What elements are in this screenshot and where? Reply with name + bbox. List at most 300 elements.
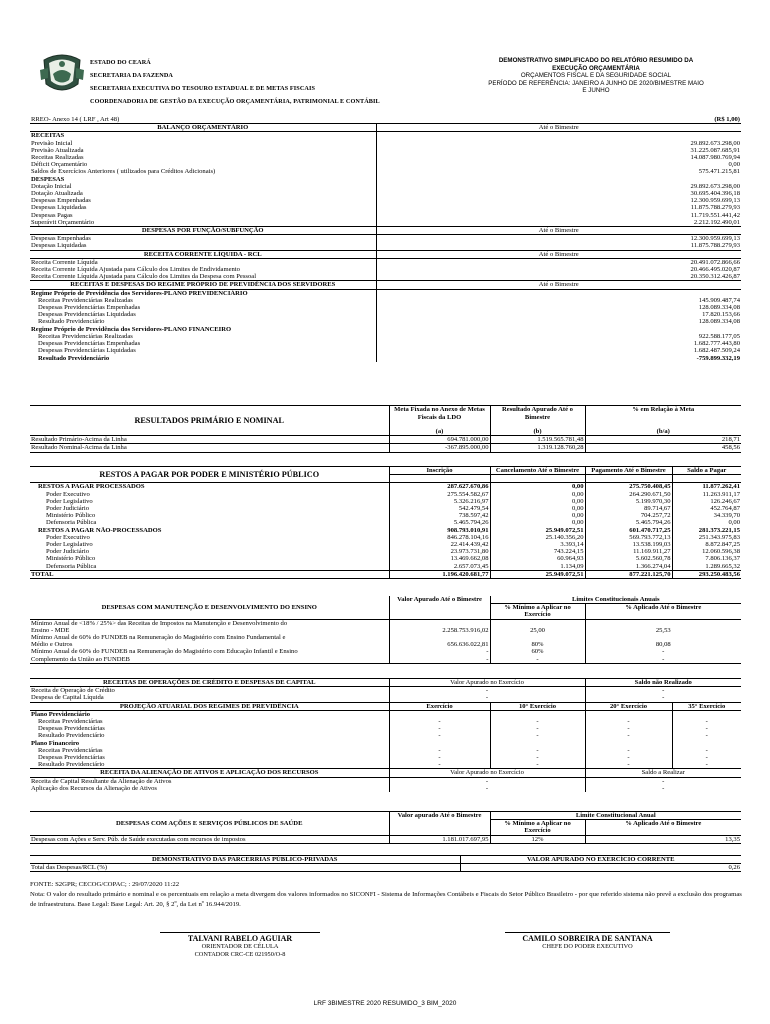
row-value: - <box>389 725 490 732</box>
data-row <box>30 212 741 219</box>
column-header: Valor apurado Até o Bimestre <box>389 812 490 836</box>
data-row <box>30 634 741 641</box>
row-value: - <box>585 687 741 695</box>
row-value: 0,00 <box>490 498 585 505</box>
row-label: Despesas Previdenciárias Empenhadas <box>38 304 141 312</box>
row-value: - <box>490 747 585 754</box>
row-value: 0,00 <box>490 483 585 491</box>
row-value: -759.899.332,19 <box>376 355 741 362</box>
column-header: Até o Bimestre <box>376 250 741 258</box>
row-value: - <box>585 754 672 761</box>
row-label: Receita de Operação de Crédito <box>31 687 115 695</box>
row-value: 25,53 <box>585 627 741 634</box>
row-value: 2.258.753.916,02 <box>389 627 490 634</box>
group-label: Regime Próprio de Previdência dos Servidores-PLANO FINANCEIRO <box>31 325 232 333</box>
section-header-funcao <box>30 227 741 235</box>
row-value: 60% <box>490 648 585 655</box>
row-value: 80% <box>490 641 585 648</box>
total-value: 1.196.420.681,77 <box>389 570 490 578</box>
column-header: 35° Exercício <box>672 702 741 710</box>
row-label: Resultado Previdenciário <box>38 732 105 740</box>
column-header: Saldo a Pagar <box>672 467 741 475</box>
row-label: Poder Judiciário <box>46 548 90 556</box>
row-value: 922.588.177,05 <box>376 333 741 340</box>
note-paragraph: Nota: O valor do resultado primário e nominal e os percentuais em relação a meta divergem dos valores informados no SICONFI - Sistema de Informações Contábeis e Fiscais do Setor Público Brasileiro - por que referido sistema não prevê a exclusão dos programas de infraestrutura. Base Legal: Base Legal: Art. 20, § 2º, da Lei nº 16.944/2019. <box>30 891 742 908</box>
row-value <box>490 619 585 627</box>
row-value: 0,00 <box>672 519 741 526</box>
data-row <box>30 527 741 534</box>
row-value: 281.373.221,15 <box>672 527 741 534</box>
row-value <box>389 634 490 641</box>
section-header-ppp <box>30 856 741 864</box>
data-row <box>30 491 741 498</box>
row-label: Receita de Capital Resultante da Alienação de Ativos <box>31 777 172 785</box>
signature-block-right <box>505 932 670 951</box>
data-row <box>30 747 741 754</box>
row-value: 11.875.788.279,93 <box>376 204 741 211</box>
row-value: 13.538.199,03 <box>585 541 672 548</box>
row-value: 31.225.087.685,91 <box>376 147 741 154</box>
column-header: 20° Exercício <box>585 702 672 710</box>
header-line: SECRETARIA EXECUTIVA DO TESOURO ESTADUAL E DE METAS FISCAIS <box>90 85 316 92</box>
row-value: - <box>490 656 585 664</box>
row-value: - <box>389 648 490 655</box>
data-row <box>30 718 741 725</box>
data-row <box>30 204 741 211</box>
row-value <box>490 634 585 641</box>
row-value: - <box>389 747 490 754</box>
data-row <box>30 273 741 281</box>
row-label: RESTOS A PAGAR PROCESSADOS <box>38 483 145 491</box>
column-header: Meta Fixada no Anexo de Metas Fiscais da LDO <box>389 406 490 429</box>
row-value: 25,00 <box>490 627 585 634</box>
row-value: 13.469.662,08 <box>389 555 490 562</box>
column-header: Inscrição <box>389 467 490 475</box>
signature-line <box>160 932 320 933</box>
data-row <box>30 168 741 175</box>
data-row <box>30 725 741 732</box>
row-value: 0,00 <box>490 491 585 498</box>
row-value: 542.479,54 <box>389 505 490 512</box>
row-label: Dotação Inicial <box>31 182 72 190</box>
row-value: 1.682.487.509,24 <box>376 347 741 354</box>
signer-name: CAMILO SOBREIRA DE SANTANA <box>522 934 653 943</box>
row-label: Saldos de Exercícios Anteriores ( utilizados para Créditos Adicionais) <box>31 168 216 176</box>
signer-name: TALVANI RABELO AGUIAR <box>187 934 293 943</box>
row-value: 11.263.911,17 <box>672 491 741 498</box>
signature-line <box>505 932 670 933</box>
row-label: Despesas Liquidadas <box>31 242 87 250</box>
data-row <box>30 519 741 526</box>
row-value: 704.257,72 <box>585 512 672 519</box>
row-value: 1.181.017.697,95 <box>389 835 490 843</box>
annex-label: RREO- Anexo 14 ( LRF , Art 48) <box>31 116 120 123</box>
data-row <box>30 347 741 354</box>
data-row <box>30 548 741 555</box>
row-value: 25.949.072,51 <box>490 527 585 534</box>
row-value: 1.289.665,32 <box>672 563 741 571</box>
row-label: Despesas Previdenciárias <box>38 725 105 733</box>
row-label: Aplicação dos Recursos da Alienação de Ativos <box>31 784 157 792</box>
data-row <box>30 694 741 702</box>
data-row <box>30 555 741 562</box>
row-label: Ministério Público <box>46 512 96 520</box>
column-header: Limites Constitucionais Anuais <box>490 596 741 604</box>
section-title: RECEITAS DE OPERAÇÕES DE CRÉDITO E DESPESAS DE CAPITAL <box>30 679 389 687</box>
row-value: - <box>672 747 741 754</box>
data-row <box>30 541 741 548</box>
row-value: 738.597,42 <box>389 512 490 519</box>
row-value: 20.466.495.020,87 <box>376 266 741 273</box>
row-value: 569.793.772,13 <box>585 534 672 541</box>
row-label: Receitas Realizadas <box>31 154 84 162</box>
row-value: 908.793.010,91 <box>389 527 490 534</box>
row-value: 23.973.731,80 <box>389 548 490 555</box>
row-value: - <box>490 754 585 761</box>
row-value: 11.169.911,27 <box>585 548 672 555</box>
row-value: 287.627.670,86 <box>389 483 490 491</box>
row-value <box>585 634 741 641</box>
row-value: - <box>585 725 672 732</box>
row-value: 251.343.975,83 <box>672 534 741 541</box>
column-tag: (b) <box>490 428 585 436</box>
row-value: - <box>585 694 741 702</box>
row-label: Receitas Previdenciárias Realizadas <box>38 296 133 304</box>
ppp-table <box>30 855 741 872</box>
data-row <box>30 197 741 204</box>
row-value: - <box>585 785 741 792</box>
row-label: Médio e Outros <box>31 641 73 649</box>
row-label: Ministério Público <box>46 555 96 563</box>
row-value: 60.964,93 <box>490 555 585 562</box>
row-value: - <box>672 754 741 761</box>
column-header: % Mínimo a Aplicar no Exercício <box>490 820 585 835</box>
row-value: 1.366.274,04 <box>585 563 672 571</box>
group-label: RECEITAS <box>31 132 65 140</box>
section-title: RESULTADOS PRIMÁRIO E NOMINAL <box>134 416 284 425</box>
data-row <box>30 340 741 347</box>
row-value: - <box>490 732 585 739</box>
ppp-row <box>30 864 741 872</box>
header-line: COORDENADORIA DE GESTÃO DA EXECUÇÃO ORÇAMENTÁRIA, PATRIMONIAL E CONTÁBIL <box>90 98 380 105</box>
section-title: DEMONSTRATIVO DAS PARCERRIAS PÚBLICO-PRIVADAS <box>30 856 460 864</box>
row-value: 12.060.596,38 <box>672 548 741 555</box>
report-period: PERÍODO DE REFERÊNCIA: JANEIRO A JUNHO DE 2020/BIMESTRE MAIO E JUNHO <box>488 79 704 94</box>
row-value: 34.339,70 <box>672 512 741 519</box>
row-label: Resultado Previdenciário <box>38 761 105 769</box>
column-header: % em Relação à Meta <box>585 406 741 429</box>
row-value: 656.636.022,81 <box>389 641 490 648</box>
section-title: DESPESAS COM MANUTENÇÃO E DESENVOLVIMENTO DO ENSINO <box>30 596 389 619</box>
group-label: DESPESAS <box>31 175 65 183</box>
row-label: Resultado Nominal-Acima da Linha <box>31 444 127 452</box>
row-value: 601.470.717,25 <box>585 527 672 534</box>
data-row <box>30 297 741 304</box>
section-title: RECEITA CORRENTE LÍQUIDA - RCL <box>30 250 376 258</box>
restos-total-row <box>30 570 741 578</box>
section-title: PROJEÇÃO ATUARIAL DOS REGIMES DE PREVIDÊNCIA <box>30 702 389 710</box>
row-value: 275.554.582,67 <box>389 491 490 498</box>
header-line: ESTADO DO CEARÁ <box>90 59 151 66</box>
row-value: - <box>389 656 490 664</box>
row-value: 1.319.128.760,28 <box>490 444 585 452</box>
row-value: - <box>585 777 741 785</box>
group-label: Regime Próprio de Previdência dos Servidores-PLANO PREVIDENCIÁRIO <box>31 289 248 297</box>
row-value: 5.465.794,26 <box>585 519 672 526</box>
section-title: DESPESAS POR FUNÇÃO/SUBFUNÇÃO <box>30 227 376 235</box>
row-label: Despesas Empenhadas <box>31 197 91 205</box>
data-row <box>30 641 741 648</box>
notes-block <box>30 880 745 910</box>
row-value: - <box>672 732 741 739</box>
row-value: 0,26 <box>460 864 741 872</box>
row-value: - <box>389 694 585 702</box>
row-value: 0,00 <box>490 505 585 512</box>
total-value: 25.949.072,51 <box>490 570 585 578</box>
row-label: Despesa de Capital Líquida <box>31 694 104 702</box>
data-row <box>30 436 741 444</box>
row-value: 8.872.847,25 <box>672 541 741 548</box>
row-label: Despesas Empenhadas <box>31 235 91 243</box>
data-row <box>30 235 741 243</box>
row-value: 17.820.153,66 <box>376 311 741 318</box>
row-value: 2.657.073,45 <box>389 563 490 571</box>
data-row <box>30 266 741 273</box>
section-header-balanco <box>30 124 741 132</box>
row-value: 5.602.560,78 <box>585 555 672 562</box>
row-label: Defensoria Pública <box>46 519 97 527</box>
row-label: Receita Corrente Líquida Ajustada para Cálculo dos Limites da Despesa com Pessoal <box>31 273 257 281</box>
row-value: 264.290.671,50 <box>585 491 672 498</box>
row-label: Total das Despesas/RCL (%) <box>31 864 108 872</box>
data-row <box>30 648 741 655</box>
row-label: Receitas Previdenciárias <box>38 746 103 754</box>
row-value: - <box>585 761 672 769</box>
data-row <box>30 483 741 491</box>
row-value: 11.875.788.279,93 <box>376 242 741 250</box>
column-header: VALOR APURADO NO EXERCÍCIO CORRENTE <box>460 856 741 864</box>
row-value: 29.892.673.298,00 <box>376 183 741 190</box>
row-value: 20.491.072.866,66 <box>376 258 741 266</box>
row-value: 30.695.404.396,18 <box>376 190 741 197</box>
section-title: BALANÇO ORÇAMENTÁRIO <box>30 124 376 132</box>
row-label: Resultado Previdenciário <box>38 354 110 362</box>
row-value: 25.140.356,20 <box>490 534 585 541</box>
row-value: - <box>490 718 585 725</box>
row-value: -367.895.000,00 <box>389 444 490 452</box>
row-value: 13,35 <box>585 835 741 843</box>
row-label: Despesas Previdenciárias Liquidadas <box>38 311 136 319</box>
source-line: FONTE: S2GPR; CECOG/COPAC; : 29/07/2020 11:22 <box>30 881 180 888</box>
row-label: Despesas com Ações e Serv. Púb. de Saúde executadas com recursos de impostos <box>31 835 246 843</box>
row-value: 5.326.216,97 <box>389 498 490 505</box>
data-row <box>30 219 741 227</box>
row-value: 1.134,09 <box>490 563 585 571</box>
row-label: Déficit Orçamentário <box>31 161 88 169</box>
column-header: Até o Bimestre <box>376 281 741 289</box>
row-value: - <box>585 732 672 739</box>
signer-registration: CONTADOR CRC-CE 021950/O-8 <box>194 951 286 958</box>
row-value: 29.892.673.298,00 <box>376 140 741 147</box>
column-header: % Aplicado Até o Bimestre <box>585 820 741 835</box>
data-row <box>30 563 741 571</box>
row-value: 145.909.487,74 <box>376 297 741 304</box>
row-label: Despesas Previdenciárias Liquidadas <box>38 347 136 355</box>
column-header: Até o Bimestre <box>376 124 741 132</box>
data-row <box>30 687 741 695</box>
row-value: - <box>672 761 741 769</box>
row-value: 1.519.565.781,48 <box>490 436 585 444</box>
total-value: 877.221.125,70 <box>585 570 672 578</box>
row-value: 218,71 <box>585 436 741 444</box>
row-label: Poder Legislativo <box>46 541 93 549</box>
column-header: Até o Bimestre <box>376 227 741 235</box>
row-value: 458,56 <box>585 444 741 452</box>
header-line: SECRETARIA DA FAZENDA <box>90 72 174 79</box>
column-header: Pagamento Até o Bimestre <box>585 467 672 475</box>
row-value: - <box>389 777 585 785</box>
data-row <box>30 355 741 362</box>
row-label: Receitas Previdenciárias Realizadas <box>38 332 133 340</box>
data-row <box>30 732 741 739</box>
total-label: TOTAL <box>31 570 54 578</box>
row-label: Receitas Previdenciárias <box>38 718 103 726</box>
row-value <box>585 619 741 627</box>
data-row <box>30 140 741 147</box>
row-value: 89.714,67 <box>585 505 672 512</box>
row-label: Despesas Pagas <box>31 211 73 219</box>
main-report-table <box>30 116 741 362</box>
row-value: 126.246,67 <box>672 498 741 505</box>
row-label: Despesas Previdenciárias <box>38 754 105 762</box>
row-value: 743.224,15 <box>490 548 585 555</box>
row-value: 5.199.970,30 <box>585 498 672 505</box>
row-value: 575.471.215,81 <box>376 168 741 175</box>
row-value: 128.089.334,08 <box>376 304 741 311</box>
row-label: Resultado Primário-Acima da Linha <box>31 436 127 444</box>
row-value: 12.300.959.699,13 <box>376 235 741 243</box>
data-row <box>30 444 741 452</box>
row-value: 694.781.000,00 <box>389 436 490 444</box>
signer-role: ORIENTADOR DE CÉLULA <box>201 943 279 950</box>
ensino-table <box>30 596 741 664</box>
row-value: - <box>672 718 741 725</box>
data-row <box>30 627 741 634</box>
data-row <box>30 190 741 197</box>
total-value: 293.250.483,56 <box>672 570 741 578</box>
row-value: - <box>585 648 741 655</box>
data-row <box>30 183 741 190</box>
row-value: - <box>585 718 672 725</box>
section-header-credito <box>30 679 741 687</box>
row-value: 3.393,14 <box>490 541 585 548</box>
data-row <box>30 311 741 318</box>
row-label: Resultado Previdenciário <box>38 318 105 326</box>
restos-table <box>30 466 741 579</box>
row-value: - <box>585 747 672 754</box>
column-header: 10° Exercício <box>490 702 585 710</box>
header-institution <box>90 56 380 108</box>
section-title: RESTOS A PAGAR POR PODER E MINISTÉRIO PÚBLICO <box>99 470 320 480</box>
row-value: 452.764,87 <box>672 505 741 512</box>
group-label: Plano Previdenciário <box>31 710 91 718</box>
row-value: - <box>585 656 741 664</box>
row-label: Previsão Inicial <box>31 139 73 147</box>
credito-table <box>30 678 741 792</box>
signer-role: CHEFE DO PODER EXECUTIVO <box>542 943 633 950</box>
row-value: - <box>389 754 490 761</box>
report-subtitle: ORÇAMENTOS FISCAL E DA SEGURIDADE SOCIAL <box>520 72 672 79</box>
data-row <box>30 154 741 161</box>
row-value: - <box>389 687 585 695</box>
row-value: 14.087.980.769,94 <box>376 154 741 161</box>
row-value: - <box>389 732 490 739</box>
section-title: RECEITA DA ALIENAÇÃO DE ATIVOS E APLICAÇÃO DOS RECURSOS <box>30 769 389 777</box>
row-label: Receita Corrente Líquida Ajustada para Cálculo dos Limites de Endividamento <box>31 266 240 274</box>
row-value: 11.877.262,41 <box>672 483 741 491</box>
data-row <box>30 258 741 266</box>
row-value: 12.300.959.699,13 <box>376 197 741 204</box>
row-value: - <box>389 761 490 769</box>
row-value: 0,00 <box>490 519 585 526</box>
row-label: Poder Legislativo <box>46 497 93 505</box>
row-label: Receita Corrente Líquida <box>31 258 98 266</box>
column-header: % Aplicado Até o Bimestre <box>585 604 741 619</box>
row-value: 846.278.104,16 <box>389 534 490 541</box>
column-tag: (b/a) <box>585 428 741 436</box>
section-title: RECEITAS E DESPESAS DO REGIME PRÓPRIO DE PREVIDÊNCIA DOS SERVIDORES <box>30 281 376 289</box>
group-label: Plano Financeiro <box>31 739 80 747</box>
ceara-coat-of-arms-logo <box>38 50 86 96</box>
data-row <box>30 656 741 664</box>
row-value: 275.750.408,45 <box>585 483 672 491</box>
row-label: Mínimo Anual de 60% do FUNDEB na Remuneração do Magistério com Ensino Fundamental e <box>31 634 286 642</box>
row-value: 7.806.136,37 <box>672 555 741 562</box>
row-value: - <box>672 725 741 732</box>
data-row <box>30 161 741 168</box>
currency-unit: (R$ 1,00) <box>714 116 740 123</box>
data-row <box>30 777 741 785</box>
row-value: 12% <box>490 835 585 843</box>
data-row <box>30 785 741 792</box>
row-value: 22.414.439,42 <box>389 541 490 548</box>
row-value: - <box>389 718 490 725</box>
signature-block-left <box>160 932 320 959</box>
row-label: Poder Executivo <box>46 490 90 498</box>
column-header: Valor Apurado no Exercício <box>389 679 585 687</box>
data-row <box>30 754 741 761</box>
row-label: Despesas Previdenciárias Empenhadas <box>38 340 141 348</box>
data-row <box>30 318 741 325</box>
column-header: Cancelamento Até o Bimestre <box>490 467 585 475</box>
section-header-previdencia <box>30 281 741 289</box>
column-header: Limite Constitucional Anual <box>490 812 741 820</box>
row-value: - <box>490 761 585 769</box>
data-row <box>30 512 741 519</box>
row-label: Complemento da União ao FUNDEB <box>31 655 130 663</box>
row-label: Despesas Liquidadas <box>31 204 87 212</box>
row-value: 0,00 <box>376 161 741 168</box>
column-header: Valor Apurado no Exercício <box>389 769 585 777</box>
saude-row <box>30 835 741 843</box>
data-row <box>30 619 741 627</box>
column-header: Valor Apurado Até o Bimestre <box>389 596 490 619</box>
row-label: Dotação Atualizada <box>31 190 83 198</box>
report-title-block <box>486 57 706 95</box>
row-value: - <box>490 725 585 732</box>
data-row <box>30 147 741 154</box>
column-header: % Mínimo a Aplicar no Exercício <box>490 604 585 619</box>
